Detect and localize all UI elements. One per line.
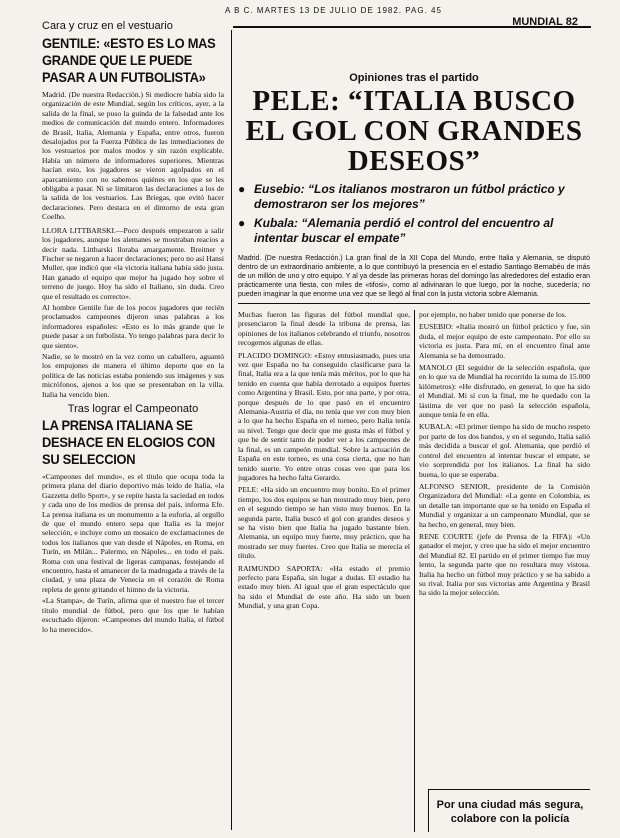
section-tag: MUNDIAL 82	[512, 16, 578, 28]
main-story	[238, 72, 590, 832]
left-headline-2: LA PRENSA ITALIANA SE DESHACE EN ELOGIOS CON SU SELECCION	[42, 417, 215, 467]
left-kicker: Cara y cruz en el vestuario	[42, 20, 173, 32]
left-body-3: Al hombre Gentile fue de los pocos jugadores que recién proclamados campeones dijeron unas palabras a los informadores españoles: «Esto es lo más grande que le puede pasar a un futbolista. Yo tengo palabras para decir lo que siento».	[42, 302, 224, 350]
main-a-para-4: RAIMUNDO SAPORTA: «Ha estado el premio perfecto para España, sin lugar a dudas. El estadio ha estado muy bien. Al igual que el gran espectáculo que ha sido el Mundial de este año. Ha sido un buen Mundial, y una gran Copa.	[238, 563, 410, 611]
left-body-1: Madrid. (De nuestra Redacción.) Si mediocre había sido la organización de este Mundial, según los críticos, ayer, a la salida de la final, se puso la guinda de la falsedad ante los medios de comunicación del mundo entero. Informadores de Brasil, Italia, Alemania y España, entre otros, fueron desalojados por la Fuerza Pública de las inmediaciones de los vestuarios por malos modos y sin razón explicable. Había un número de informadores superiores. Mientras hacían esto, los jugadores se vieron agolpados en el aparcamiento con no sabemos quiénes en los que se les obligaba a pasar. Ni se limitaron las declaraciones a los de la salida de los vestuarios. Las Briegas, que evitó hacer declaraciones. Pero destaca en el dintorno de esta gran Coelho.	[42, 90, 224, 222]
page-dateline: A B C. MARTES 13 DE JULIO DE 1982. PAG. 45	[225, 6, 442, 15]
main-b-para-3: MANOLO (El seguidor de la selección española, que en lo que va de Mundial ha recorrido la suma de 15.000 kilómetros): «He disfrutado, en general, lo que ha sido el Mundial. Mi sí con la final, me he quedado con la lástima de ver que no pasó la selección española, aunque tenía fe en ella.	[419, 363, 590, 420]
main-a-para-3: PELE: «Ha sido un encuentro muy bonito. En el primer tiempo, los dos equipos se han mostrado muy bien, pero en el segundo tiempo se han visto muy buenos. En la segunda parte, Italia buscó el gol con grandes deseos y se ha visto bien que Italia ha jugado bastante bien. Alemania, un equipo muy fuerte, muy práctico, que ha mostrado ser muy fuertes. Creo que Italia se merecía el título.	[238, 485, 410, 561]
main-bullet-eusebio: ● Eusebio: “Los italianos mostraron un fútbol práctico y demostraron ser los mejores”	[238, 182, 590, 212]
main-b-para-1: por ejemplo, no haber tenido que ponerse de los.	[419, 310, 567, 319]
main-a-para-1: Muchas fueron las figuras del fútbol mundial que, presenciaron la final desde la tribuna de prensa, las opiniones de los italianos celebrando el triunfo, nosotros recogemos algunas de ellas.	[238, 310, 410, 348]
left-body-4: Nadie, se le mostró en la vez como un caballero, aguantó los empujones de manera el último deporte que en la política de las noticias estaba poniendo sus imágenes y sus micrófonos, ajenos a los que se presentaban en la villa. Italia ha vencido bien.	[42, 351, 224, 399]
left-column	[42, 20, 224, 835]
main-kicker: Opiniones tras el partido	[349, 72, 479, 84]
main-b-para-6: RENE COURTE (jefe de Prensa de la FIFA): «Un ganador el mejor, y creo que ha sido el mejor encuentro del Mundial 82. El partido en el primer tiempo fue muy lento, la segunda parte que no resultara muy vistosa. Italia ha hecho un fútbol muy práctico y se ha sabido a su rival. Italia por sus victorias ante Argentina y Brasil ha sido la mejor selección.	[419, 531, 590, 598]
left-body-5: «Campeones del mundo», es el título que ocupa toda la primera plana del diario deportivo más leído de Italia, «la Gazzetta dello Sport», y se repite hasta la saciedad en todos y cada uno de los medios de prensa del país, informa Efe. La prensa italiana es un monumento a la euforia, al orgullo de que el mundo entero sepa que Italia es la mejor selección, e incluye como un mosaico de exclamaciones de todos los italianos que van desde el Nápoles, en Roma, en Turín, en Milán... Palermo, en Nápoles... en todo el país. Roma con una festival de ligeras campanas, festejando el encuentro, hasta el amanecer de la madrugada a través de la ciudad, y una plaza de Venecia en el corazón de Roma repleta de gente gritando el himno de la victoria.	[42, 472, 224, 594]
main-a-para-2: PLACIDO DOMINGO: «Estoy entusiasmado, pues una vez que España no ha conseguido clasificarse para la final, Italia era a la que tenía más méritos, por lo que ha tenido en cuenta que había derrotado a equipos fuertes como Argentina y Brasil. Esto, por una parte, y por otra, porque después de lo que pasó en el encuentro Alemania-Austria el día, no tenía que ver con muy bien a lo que ha hecho España en el torneo, pero Italia tenía su nivel. Tengo que decir que me gusta más el fútbol y que he de sentir tanto de poder ver a los campeones de la final, es un campeón mundial. Sobre la actuación de España en este torneo, es una cosa cierta, que no han tenido suerte. Yo entre otras cosas veo que para los jugadores ha hecho falta Gerardo.	[238, 350, 410, 482]
left-headline: GENTILE: «ESTO ES LO MAS GRANDE QUE LE PUEDE PASAR A UN FUTBOLISTA»	[42, 35, 216, 85]
left-body-6: «La Stampa», de Turín, afirma que el nuestro fue el tercer título mundial de fútbol, pero que los que le habían escuchado dijeron: «Campeones del mundo Italia, el fútbol lo ha merecido».	[42, 596, 224, 634]
inner-divider	[414, 310, 415, 832]
main-b-para-2: EUSEBIO: «Italia mostró un fútbol práctico y fue, sin duda, el mejor equipo de este campeonato. Por ello su victoria es justa. Para mí, en el encuentro final ante Alemania se ha demostrado.	[419, 322, 590, 360]
main-bullet-kubala: ● Kubala: “Alemania perdió el control del encuentro al intentar buscar el empate”	[238, 216, 590, 246]
main-column-b	[419, 310, 590, 770]
main-headline: PELE: “ITALIA BUSCO EL GOL CON GRANDES DESEOS”	[245, 85, 583, 177]
police-ad-box: Por una ciudad más segura, colabore con la policía	[428, 789, 590, 832]
main-b-para-4: KUBALA: «El primer tiempo ha sido de mucho respeto por parte de los dos bandos, y en el segundo, Italia salió más decidida a buscar el gol. Alemania, que perdió el control del encuentro al intentar buscar el empate, se vio sorprendida por los italianos. La final ha sido buena, lo que se esperaba.	[419, 422, 590, 479]
main-lead: Madrid. (De nuestra Redacción.) La gran final de la XII Copa del Mundo, entre Italia y Alemania, se disputó dentro de un extraordinario ambiente, a lo que contribuyó la presencia en el estadio Santiago Bernabéu de más de un millón de uno y otro equipo. Y al ya desde las primeras horas del domingo las alrededores del estadio eran prácticamente una fiesta, con miles de «tifosi», como al adivinaran lo que luego, por la noche, sucedería; no pueden imaginar la que enorme una vez que se llegó al final con la justa victoria sobre Alemania.	[238, 255, 590, 298]
left-kicker-2: Tras lograr el Campeonato	[67, 403, 199, 415]
main-column-a	[238, 310, 410, 832]
main-b-para-5: ALFONSO SENIOR, presidente de la Comisión Organizadora del Mundial: «La gente en Colombia, es un detalle tan importante que se ha tenido en España el Mundial y organizar a un campeonato Mundial, que se ha hecho, en general, muy bien.	[419, 481, 590, 529]
column-divider	[231, 30, 232, 830]
left-body-2: LLORA LITTBARSKI.—Poco después empezaron a salir los jugadores, aunque los alemanes se mostraban reacios a decir nada. Littbarski lloraba amargamente. Breitner y Fischer se negaron a hacer declaraciones; pero no así Hansi Muller, que indicó que «la victoria italiana había sido justa. Han ganado el equipo que mejor ha jugado hoy sobre el terreno de juego. Hoy ha sido el Italiano, sin duda. Creo que el resultado es correcto».	[42, 225, 224, 301]
